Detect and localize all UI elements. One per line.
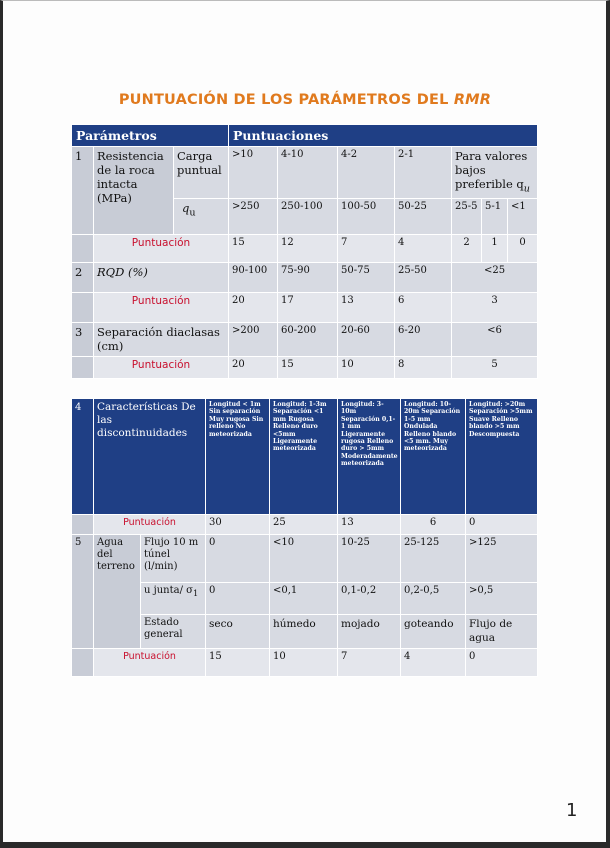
carga-value: 2-1 [395, 147, 452, 199]
score-value: 1 [482, 235, 508, 263]
qu-value: 250-100 [278, 199, 338, 235]
puntuacion-label: Puntuación [94, 515, 206, 535]
discontinuidad-col: Longitud: >20m Separación >5mm Suave Relleno blando >5 mm Descompuesta [466, 399, 538, 515]
score-value: 6 [401, 515, 466, 535]
score-value: 15 [206, 649, 270, 677]
separacion-value: 20-60 [338, 323, 395, 357]
discontinuidad-col: Longitud: 10-20m Separación 1-5 mm Ondulada Relleno blando <5 mm. Muy meteorizada [401, 399, 466, 515]
score-value: 17 [278, 293, 338, 323]
score-value: 10 [270, 649, 338, 677]
header-parametros: Parámetros [72, 125, 229, 147]
estado-value: Flujo de agua [466, 615, 538, 649]
rmr-table-part-1 [71, 124, 538, 379]
page-bottom-edge [0, 842, 610, 848]
score-value: 2 [452, 235, 482, 263]
separacion-value: >200 [229, 323, 278, 357]
score-value: 7 [338, 649, 401, 677]
separacion-value: <6 [452, 323, 538, 357]
junta-value: 0,2-0,5 [401, 583, 466, 615]
qu-value: 100-50 [338, 199, 395, 235]
page-number: 1 [566, 800, 578, 821]
qu-value: >250 [229, 199, 278, 235]
puntuacion-label: Puntuación [94, 357, 229, 379]
carga-value: 4-10 [278, 147, 338, 199]
score-value: 4 [395, 235, 452, 263]
puntuacion-label: Puntuación [94, 293, 229, 323]
rqd-value: 90-100 [229, 263, 278, 293]
flujo-label: Flujo 10 m túnel (l/min) [141, 535, 206, 583]
param-rqd: RQD (%) [94, 263, 229, 293]
rmr-abbrev: RMR [453, 92, 492, 108]
estado-value: goteando [401, 615, 466, 649]
separacion-value: 6-20 [395, 323, 452, 357]
row-spacer [72, 515, 94, 535]
score-value: 13 [338, 293, 395, 323]
score-value: 20 [229, 293, 278, 323]
rqd-value: 50-75 [338, 263, 395, 293]
row-spacer [72, 357, 94, 379]
carga-note: Para valores bajos preferible $q_u$ [452, 147, 538, 199]
discontinuidad-col: Longitud < 1m Sin separación Muy rugosa Sin relleno No meteorizada [206, 399, 270, 515]
score-value: 15 [229, 235, 278, 263]
row-number-4: 4 [72, 399, 94, 515]
score-value: 10 [338, 357, 395, 379]
score-value: 0 [466, 649, 538, 677]
rqd-value: 25-50 [395, 263, 452, 293]
score-value: 4 [401, 649, 466, 677]
discontinuidad-col: Longitud: 1-3m Separación <1 mm Rugosa Relleno duro <5mm Ligeramente meteorizada [270, 399, 338, 515]
score-value: 6 [395, 293, 452, 323]
score-value: 3 [452, 293, 538, 323]
rqd-value: 75-90 [278, 263, 338, 293]
flujo-value: <10 [270, 535, 338, 583]
puntuacion-label: Puntuación [94, 235, 229, 263]
estado-value: húmedo [270, 615, 338, 649]
score-value: 25 [270, 515, 338, 535]
estado-label: Estado general [141, 615, 206, 649]
qu-value: <1 [508, 199, 538, 235]
score-value: 13 [338, 515, 401, 535]
rmr-table-part-2 [71, 398, 538, 677]
junta-value: <0,1 [270, 583, 338, 615]
row-spacer [72, 293, 94, 323]
score-value: 15 [278, 357, 338, 379]
junta-value: 0,1-0,2 [338, 583, 401, 615]
carga-puntual-label: Carga puntual [174, 147, 229, 199]
flujo-value: 0 [206, 535, 270, 583]
score-value: 20 [229, 357, 278, 379]
flujo-value: 10-25 [338, 535, 401, 583]
row-number-1: 1 [72, 147, 94, 235]
estado-value: mojado [338, 615, 401, 649]
carga-value: 4-2 [338, 147, 395, 199]
page-title: PUNTUACIÓN DE LOS PARÁMETROS DEL RMR [118, 92, 492, 108]
score-value: 12 [278, 235, 338, 263]
junta-label: u junta/ $\sigma_1$ [141, 583, 206, 615]
param-separacion: Separación diaclasas (cm) [94, 323, 229, 357]
row-spacer [72, 235, 94, 263]
separacion-value: 60-200 [278, 323, 338, 357]
row-number-5: 5 [72, 535, 94, 649]
discontinuidad-col: Longitud: 3-10m Separación 0,1-1 mm Ligeramente rugosa Relleno duro > 5mm Moderadamente meteorizada [338, 399, 401, 515]
row-spacer [72, 649, 94, 677]
score-value: 30 [206, 515, 270, 535]
qu-value: 5-1 [482, 199, 508, 235]
flujo-value: 25-125 [401, 535, 466, 583]
rqd-value: <25 [452, 263, 538, 293]
score-value: 0 [508, 235, 538, 263]
score-value: 5 [452, 357, 538, 379]
junta-value: 0 [206, 583, 270, 615]
flujo-value: >125 [466, 535, 538, 583]
score-value: 8 [395, 357, 452, 379]
qu-label: $q_u$ [174, 199, 229, 235]
score-value: 7 [338, 235, 395, 263]
carga-value: >10 [229, 147, 278, 199]
qu-value: 25-5 [452, 199, 482, 235]
param-discontinuidades: Características De las discontinuidades [94, 399, 206, 515]
puntuacion-label: Puntuación [94, 649, 206, 677]
estado-value: seco [206, 615, 270, 649]
row-number-3: 3 [72, 323, 94, 357]
header-puntuaciones: Puntuaciones [229, 125, 538, 147]
param-resistencia: Resistencia de la roca intacta (MPa) [94, 147, 174, 235]
param-agua: Agua del terreno [94, 535, 141, 649]
junta-value: >0,5 [466, 583, 538, 615]
row-number-2: 2 [72, 263, 94, 293]
score-value: 0 [466, 515, 538, 535]
qu-value: 50-25 [395, 199, 452, 235]
